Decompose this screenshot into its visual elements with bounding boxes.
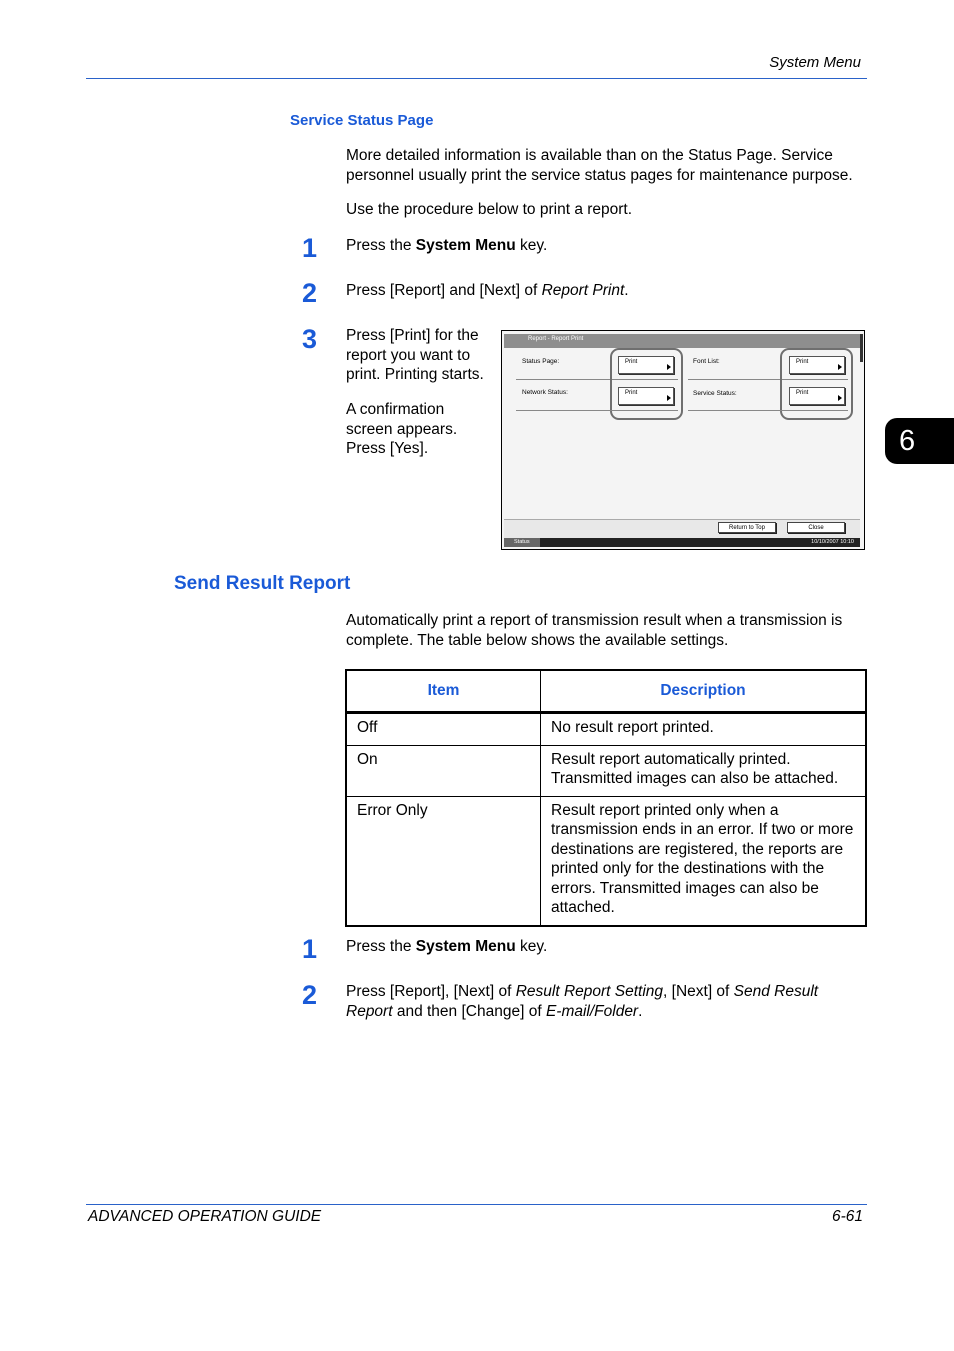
font-list-label: Font List: [693, 358, 720, 365]
step-text: Press [Print] for the report you want to print. Printing starts. [346, 327, 484, 383]
table-cell-item: On [346, 745, 541, 796]
divider [688, 410, 848, 411]
status-button[interactable]: Status [504, 538, 540, 547]
send-result-intro: Automatically print a report of transmission result when a transmission is complete. The table below shows the available settings. [346, 612, 843, 649]
running-header: System Menu [769, 54, 861, 71]
guide-title: ADVANCED OPERATION GUIDE [88, 1208, 322, 1225]
table-cell-description: Result report automatically printed. Transmitted images can also be attached. [541, 745, 867, 796]
step-text: Press [Report] and [Next] of Report Print. [346, 282, 629, 299]
divider [516, 410, 678, 411]
table-cell-description: Result report printed only when a transmission ends in an error. If two or more destinations are registered, the reports are printed only for the destinations with the errors. Transmitted images can also be attached. [541, 796, 867, 926]
table-cell-item: Off [346, 713, 541, 746]
datetime-readout: 10/10/2007 10:10 [811, 539, 854, 545]
table-cell-item: Error Only [346, 796, 541, 926]
screen-title-bar [504, 334, 860, 348]
step-text: Press the System Menu key. [346, 237, 548, 254]
table-row [346, 796, 866, 926]
step-text: Press the System Menu key. [346, 938, 548, 955]
step-number: 2 [302, 980, 318, 1010]
status-page-print-button[interactable]: Print [618, 356, 674, 374]
chapter-number: 6 [899, 425, 916, 457]
header-rule [86, 78, 867, 79]
column-header-item: Item [346, 670, 541, 713]
procedure-text: Use the procedure below to print a report. [346, 201, 633, 218]
return-to-top-button[interactable]: Return to Top [718, 522, 776, 533]
step-note: A confirmation screen appears. Press [Yes]. [346, 401, 458, 457]
page-number: 6-61 [831, 1208, 863, 1225]
service-status-print-button[interactable]: Print [789, 387, 845, 405]
table-row [346, 745, 866, 796]
table-row [346, 713, 866, 746]
screen-status-bar [504, 538, 860, 547]
report-print-screen [501, 330, 865, 550]
step-text: Press [Report], [Next] of Result Report Setting, [Next] of Send Result Report and then [Change] of E-mail/Folder. [346, 983, 819, 1020]
service-status-intro: More detailed information is available than on the Status Page. Service personnel usually print the service status pages for maintenance purpose. [346, 147, 853, 184]
step-number: 2 [302, 278, 318, 308]
screen-title: Report - Report Print [528, 336, 584, 342]
network-status-label: Network Status: [522, 389, 568, 396]
font-list-print-button[interactable]: Print [789, 356, 845, 374]
screen-footer [504, 519, 860, 538]
scrollbar[interactable] [860, 334, 863, 362]
service-status-label: Service Status: [693, 390, 737, 397]
step-number: 3 [302, 324, 318, 354]
network-status-print-button[interactable]: Print [618, 387, 674, 405]
status-page-label: Status Page: [522, 358, 560, 365]
footer-rule [86, 1204, 867, 1205]
table-header-row [346, 670, 866, 713]
close-button[interactable]: Close [787, 522, 845, 533]
section-heading-service-status: Service Status Page [290, 112, 434, 129]
table-cell-description: No result report printed. [541, 713, 867, 746]
section-heading-send-result: Send Result Report [174, 573, 351, 594]
settings-table [345, 669, 867, 927]
chapter-tab [885, 418, 954, 464]
step-number: 1 [302, 233, 318, 263]
column-header-description: Description [541, 670, 867, 713]
step-number: 1 [302, 934, 318, 964]
